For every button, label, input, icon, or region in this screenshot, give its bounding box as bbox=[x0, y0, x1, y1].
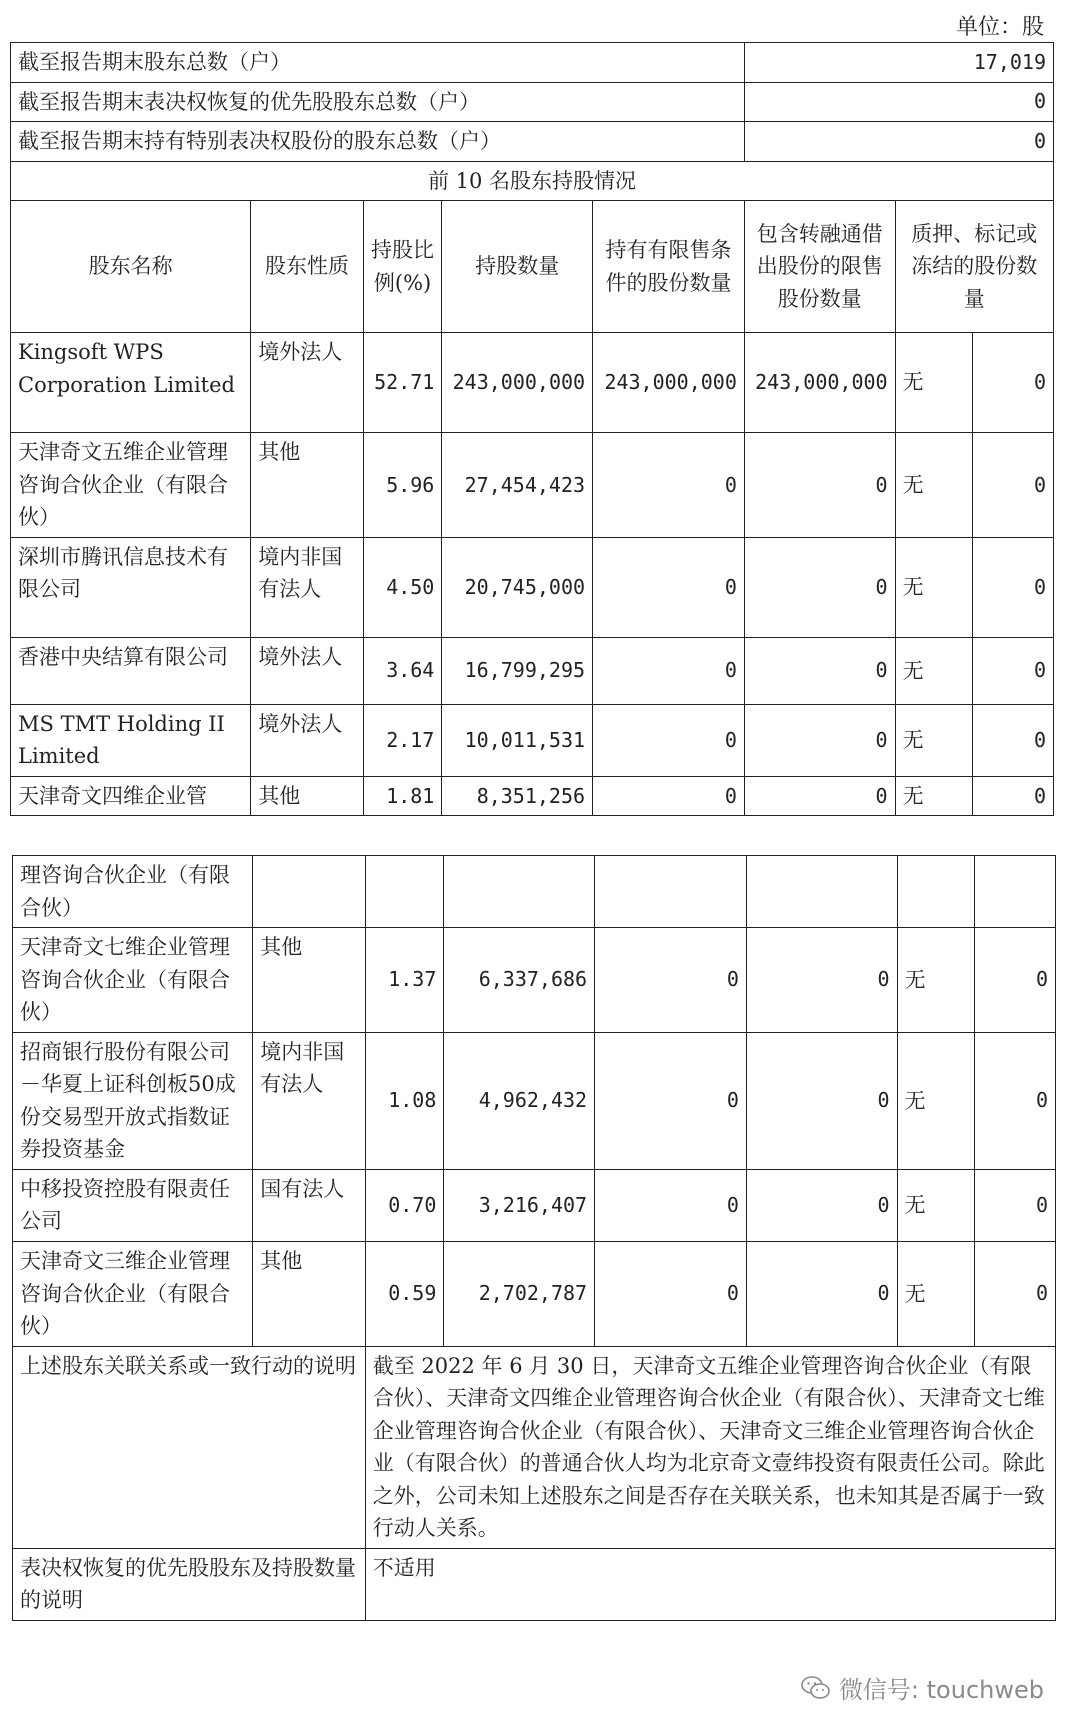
cell-pledge-status: 无 bbox=[895, 537, 973, 637]
cell-lent: 0 bbox=[744, 704, 895, 776]
table-row bbox=[13, 1242, 1056, 1347]
cell-ratio bbox=[365, 856, 444, 928]
cell-lent: 0 bbox=[746, 1169, 897, 1241]
cell-pledge-qty bbox=[975, 856, 1056, 928]
section-title: 前 10 名股东持股情况 bbox=[11, 161, 1054, 201]
cell-shareholder-name: 天津奇文五维企业管理咨询合伙企业（有限合伙） bbox=[11, 433, 251, 538]
note-label: 表决权恢复的优先股股东及持股数量的说明 bbox=[13, 1548, 366, 1620]
cell-shareholder-name: 深圳市腾讯信息技术有限公司 bbox=[11, 537, 251, 637]
header-restricted: 持有有限售条件的股份数量 bbox=[593, 201, 745, 333]
summary-label: 截至报告期末持有特别表决权股份的股东总数（户） bbox=[11, 122, 745, 162]
cell-pledge-status: 无 bbox=[897, 1169, 975, 1241]
cell-shareholder-nature: 其他 bbox=[253, 1242, 365, 1347]
cell-ratio: 4.50 bbox=[363, 537, 442, 637]
cell-pledge-qty: 0 bbox=[973, 537, 1054, 637]
table-row bbox=[11, 433, 1054, 538]
header-row bbox=[11, 201, 1054, 333]
cell-shareholder-nature: 其他 bbox=[251, 776, 363, 816]
summary-row bbox=[11, 122, 1054, 162]
cell-restricted: 0 bbox=[593, 537, 745, 637]
cell-ratio: 1.08 bbox=[365, 1032, 444, 1169]
cell-lent bbox=[746, 856, 897, 928]
note-label: 上述股东关联关系或一致行动的说明 bbox=[13, 1346, 366, 1548]
cell-lent: 243,000,000 bbox=[744, 333, 895, 433]
wechat-icon bbox=[801, 1675, 831, 1701]
cell-restricted: 0 bbox=[595, 928, 747, 1033]
header-lent: 包含转融通借出股份的限售股份数量 bbox=[744, 201, 895, 333]
cell-shareholder-nature bbox=[253, 856, 365, 928]
header-name: 股东名称 bbox=[11, 201, 251, 333]
section-title-row bbox=[11, 161, 1054, 201]
cell-quantity: 4,962,432 bbox=[444, 1032, 595, 1169]
cell-shareholder-nature: 境内非国有法人 bbox=[253, 1032, 365, 1169]
cell-pledge-qty: 0 bbox=[973, 333, 1054, 433]
watermark bbox=[801, 1670, 1044, 1705]
note-text: 截至 2022 年 6 月 30 日，天津奇文五维企业管理咨询合伙企业（有限合伙）、天津奇文四维企业管理咨询合伙企业（有限合伙）、天津奇文七维企业管理咨询合伙企业（有限合伙）、天津奇文三维企业管理咨询合伙企业（有限合伙）的普通合伙人均为北京奇文壹纬投资有限责任公司。除此之外，公司未知上述股东之间是否存在关联关系，也未知其是否属于一致行动人关系。 bbox=[365, 1346, 1055, 1548]
cell-shareholder-name: 香港中央结算有限公司 bbox=[11, 637, 251, 704]
note-text: 不适用 bbox=[365, 1548, 1055, 1620]
cell-quantity bbox=[444, 856, 595, 928]
cell-lent: 0 bbox=[746, 1242, 897, 1347]
cell-quantity: 243,000,000 bbox=[442, 333, 593, 433]
cell-pledge-status: 无 bbox=[895, 433, 973, 538]
cell-ratio: 52.71 bbox=[363, 333, 442, 433]
header-pledge: 质押、标记或冻结的股份数量 bbox=[895, 201, 1053, 333]
cell-ratio: 0.70 bbox=[365, 1169, 444, 1241]
cell-pledge-qty: 0 bbox=[973, 776, 1054, 816]
cell-ratio: 5.96 bbox=[363, 433, 442, 538]
cell-shareholder-name: 招商银行股份有限公司－华夏上证科创板50成份交易型开放式指数证券投资基金 bbox=[13, 1032, 253, 1169]
header-ratio: 持股比例(%) bbox=[363, 201, 442, 333]
cell-shareholder-nature: 境外法人 bbox=[251, 704, 363, 776]
table-row bbox=[13, 856, 1056, 928]
cell-shareholder-name: Kingsoft WPS Corporation Limited bbox=[11, 333, 251, 433]
cell-restricted: 0 bbox=[593, 704, 745, 776]
cell-shareholder-nature: 境内非国有法人 bbox=[251, 537, 363, 637]
table-row bbox=[11, 776, 1054, 816]
cell-restricted: 0 bbox=[595, 1242, 747, 1347]
summary-label: 截至报告期末股东总数（户） bbox=[11, 43, 745, 83]
cell-pledge-status: 无 bbox=[897, 1032, 975, 1169]
cell-quantity: 8,351,256 bbox=[442, 776, 593, 816]
cell-shareholder-name: MS TMT Holding II Limited bbox=[11, 704, 251, 776]
cell-ratio: 3.64 bbox=[363, 637, 442, 704]
cell-lent: 0 bbox=[744, 537, 895, 637]
note-row bbox=[13, 1548, 1056, 1620]
table-row bbox=[11, 704, 1054, 776]
unit-label: 单位：股 bbox=[955, 15, 1044, 40]
cell-pledge-status bbox=[897, 856, 975, 928]
cell-ratio: 0.59 bbox=[365, 1242, 444, 1347]
cell-pledge-qty: 0 bbox=[975, 1032, 1056, 1169]
header-nature: 股东性质 bbox=[251, 201, 363, 333]
summary-row bbox=[11, 82, 1054, 122]
cell-quantity: 27,454,423 bbox=[442, 433, 593, 538]
cell-pledge-status: 无 bbox=[895, 333, 973, 433]
cell-pledge-qty: 0 bbox=[973, 637, 1054, 704]
cell-pledge-qty: 0 bbox=[973, 704, 1054, 776]
cell-shareholder-name: 理咨询合伙企业（有限合伙） bbox=[13, 856, 253, 928]
cell-shareholder-nature: 国有法人 bbox=[253, 1169, 365, 1241]
cell-shareholder-nature: 其他 bbox=[251, 433, 363, 538]
summary-value: 0 bbox=[744, 122, 1053, 162]
cell-pledge-qty: 0 bbox=[973, 433, 1054, 538]
cell-shareholder-name: 天津奇文四维企业管 bbox=[11, 776, 251, 816]
cell-restricted: 0 bbox=[593, 433, 745, 538]
table-row bbox=[11, 537, 1054, 637]
cell-lent: 0 bbox=[744, 776, 895, 816]
note-row bbox=[13, 1346, 1056, 1548]
cell-pledge-status: 无 bbox=[895, 637, 973, 704]
summary-value: 17,019 bbox=[744, 43, 1053, 83]
cell-shareholder-nature: 境外法人 bbox=[251, 637, 363, 704]
cell-quantity: 20,745,000 bbox=[442, 537, 593, 637]
cell-pledge-qty: 0 bbox=[975, 1242, 1056, 1347]
cell-restricted: 0 bbox=[593, 776, 745, 816]
cell-lent: 0 bbox=[744, 637, 895, 704]
table-row bbox=[13, 1169, 1056, 1241]
cell-restricted: 0 bbox=[595, 1169, 747, 1241]
cell-shareholder-name: 天津奇文三维企业管理咨询合伙企业（有限合伙） bbox=[13, 1242, 253, 1347]
table-row bbox=[13, 1032, 1056, 1169]
watermark-text: 微信号: touchweb bbox=[838, 1676, 1044, 1704]
cell-quantity: 10,011,531 bbox=[442, 704, 593, 776]
table-row bbox=[13, 928, 1056, 1033]
cell-restricted: 243,000,000 bbox=[593, 333, 745, 433]
cell-pledge-qty: 0 bbox=[975, 1169, 1056, 1241]
cell-pledge-status: 无 bbox=[895, 704, 973, 776]
cell-lent: 0 bbox=[746, 928, 897, 1033]
cell-pledge-status: 无 bbox=[895, 776, 973, 816]
cell-lent: 0 bbox=[744, 433, 895, 538]
cell-ratio: 1.81 bbox=[363, 776, 442, 816]
cell-pledge-status: 无 bbox=[897, 1242, 975, 1347]
table-row bbox=[11, 637, 1054, 704]
cell-shareholder-nature: 境外法人 bbox=[251, 333, 363, 433]
shareholder-table-part2 bbox=[12, 855, 1056, 1621]
cell-lent: 0 bbox=[746, 1032, 897, 1169]
table-row bbox=[11, 333, 1054, 433]
cell-shareholder-name: 天津奇文七维企业管理咨询合伙企业（有限合伙） bbox=[13, 928, 253, 1033]
header-quantity: 持股数量 bbox=[442, 201, 593, 333]
cell-quantity: 6,337,686 bbox=[444, 928, 595, 1033]
shareholder-table-part1 bbox=[10, 42, 1054, 816]
cell-pledge-status: 无 bbox=[897, 928, 975, 1033]
cell-ratio: 2.17 bbox=[363, 704, 442, 776]
cell-restricted: 0 bbox=[593, 637, 745, 704]
cell-quantity: 2,702,787 bbox=[444, 1242, 595, 1347]
cell-shareholder-name: 中移投资控股有限责任公司 bbox=[13, 1169, 253, 1241]
summary-row bbox=[11, 43, 1054, 83]
summary-label: 截至报告期末表决权恢复的优先股股东总数（户） bbox=[11, 82, 745, 122]
cell-quantity: 3,216,407 bbox=[444, 1169, 595, 1241]
cell-restricted bbox=[595, 856, 747, 928]
cell-quantity: 16,799,295 bbox=[442, 637, 593, 704]
cell-pledge-qty: 0 bbox=[975, 928, 1056, 1033]
summary-value: 0 bbox=[744, 82, 1053, 122]
cell-restricted: 0 bbox=[595, 1032, 747, 1169]
cell-ratio: 1.37 bbox=[365, 928, 444, 1033]
cell-shareholder-nature: 其他 bbox=[253, 928, 365, 1033]
